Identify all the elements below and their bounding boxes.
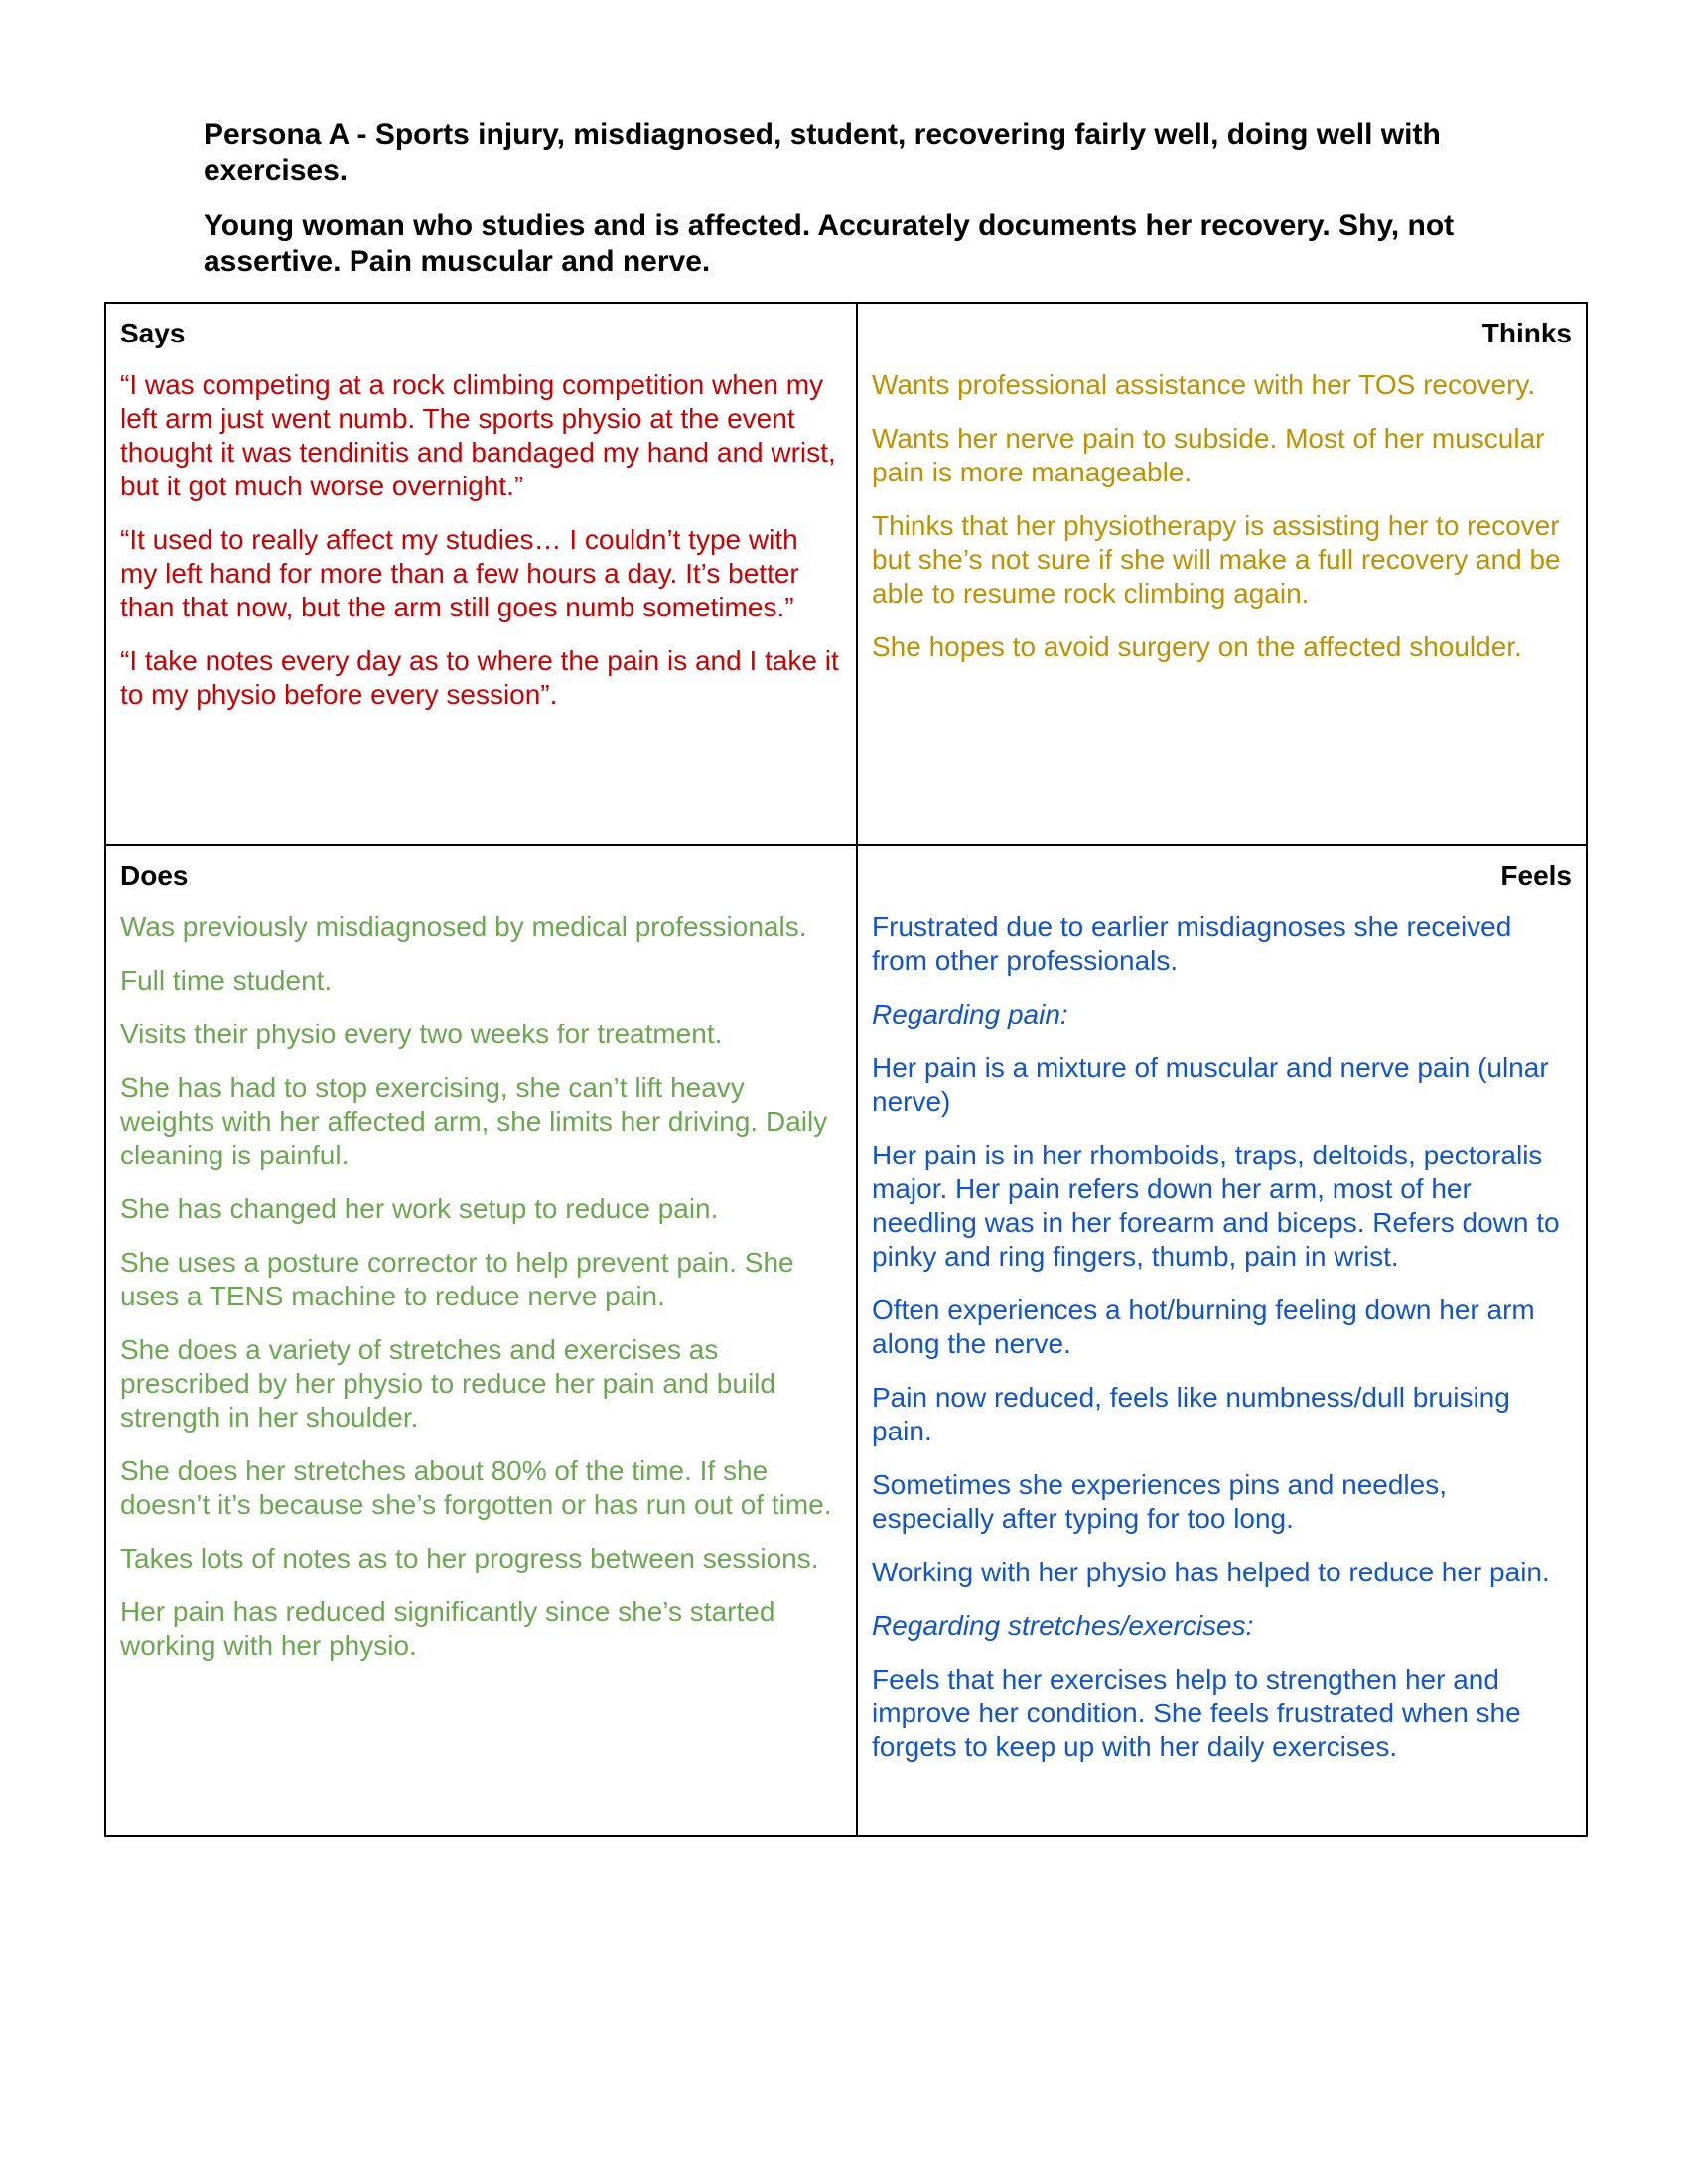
does-item: Her pain has reduced significantly since she’s started working with her physio. <box>120 1596 775 1661</box>
feels-item: Frustrated due to earlier misdiagnoses she received from other professionals. <box>872 911 1512 976</box>
feels-quadrant <box>858 846 1586 1835</box>
does-item: She uses a posture corrector to help prevent pain. She uses a TENS machine to reduce nerve pain. <box>120 1247 794 1311</box>
feels-item: Sometimes she experiences pins and needles, especially after typing for too long. <box>872 1469 1448 1534</box>
does-title: Does <box>120 860 189 890</box>
does-item: She has changed her work setup to reduce pain. <box>120 1193 719 1224</box>
does-item: She has had to stop exercising, she can’t lift heavy weights with her affected arm, she limits her driving. Daily cleaning is painful. <box>120 1072 828 1170</box>
feels-item: Working with her physio has helped to reduce her pain. <box>872 1557 1550 1587</box>
persona-description: Young woman who studies and is affected. Accurately documents her recovery. Shy, not assertive. Pain muscular and nerve. <box>204 209 1455 278</box>
does-item: Visits their physio every two weeks for treatment. <box>120 1019 723 1049</box>
thinks-title: Thinks <box>1481 318 1572 348</box>
does-item: She does a variety of stretches and exercises as prescribed by her physio to reduce her pain and build strength in her shoulder. <box>120 1334 775 1433</box>
feels-item: Pain now reduced, feels like numbness/dull bruising pain. <box>872 1382 1510 1446</box>
feels-item: Her pain is in her rhomboids, traps, deltoids, pectoralis major. Her pain refers down her arm, most of her needling was in her forearm and biceps. Refers down to pinky and ring fingers, thumb, pain in wrist. <box>872 1140 1560 1272</box>
persona-summary: Persona A - Sports injury, misdiagnosed, student, recovering fairly well, doing well with exercises. <box>204 118 1441 187</box>
persona-header <box>204 117 1534 300</box>
feels-item: Her pain is a mixture of muscular and nerve pain (ulnar nerve) <box>872 1052 1549 1117</box>
does-item: She does her stretches about 80% of the time. If she doesn’t it’s because she’s forgotten or has run out of time. <box>120 1455 832 1520</box>
does-item: Was previously misdiagnosed by medical professionals. <box>120 911 807 942</box>
feels-item: Feels that her exercises help to strengthen her and improve her condition. She feels frustrated when she forgets to keep up with her daily exercises. <box>872 1664 1521 1762</box>
says-item: “I take notes every day as to where the pain is and I take it to my physio before every session”. <box>120 645 839 710</box>
thinks-item: She hopes to avoid surgery on the affected shoulder. <box>872 631 1522 662</box>
feels-title: Feels <box>1500 860 1572 890</box>
thinks-item: Wants professional assistance with her TOS recovery. <box>872 369 1536 400</box>
does-item: Takes lots of notes as to her progress between sessions. <box>120 1543 819 1573</box>
feels-item: Often experiences a hot/burning feeling down her arm along the nerve. <box>872 1295 1535 1359</box>
empathy-map <box>104 302 1588 1837</box>
feels-subheading: Regarding pain: <box>872 999 1068 1029</box>
says-quadrant <box>106 304 858 846</box>
does-quadrant <box>106 846 858 1835</box>
thinks-quadrant <box>858 304 1586 846</box>
feels-subheading: Regarding stretches/exercises: <box>872 1610 1254 1641</box>
does-item: Full time student. <box>120 965 333 996</box>
says-title: Says <box>120 318 186 348</box>
says-item: “I was competing at a rock climbing competition when my left arm just went numb. The sports physio at the event thought it was tendinitis and bandaged my hand and wrist, but it got much worse overnight.” <box>120 369 836 501</box>
says-item: “It used to really affect my studies… I couldn’t type with my left hand for more than a few hours a day. It’s better than that now, but the arm still goes numb sometimes.” <box>120 524 799 622</box>
thinks-item: Thinks that her physiotherapy is assisting her to recover but she’s not sure if she will make a full recovery and be able to resume rock climbing again. <box>872 510 1561 609</box>
thinks-item: Wants her nerve pain to subside. Most of her muscular pain is more manageable. <box>872 423 1545 487</box>
